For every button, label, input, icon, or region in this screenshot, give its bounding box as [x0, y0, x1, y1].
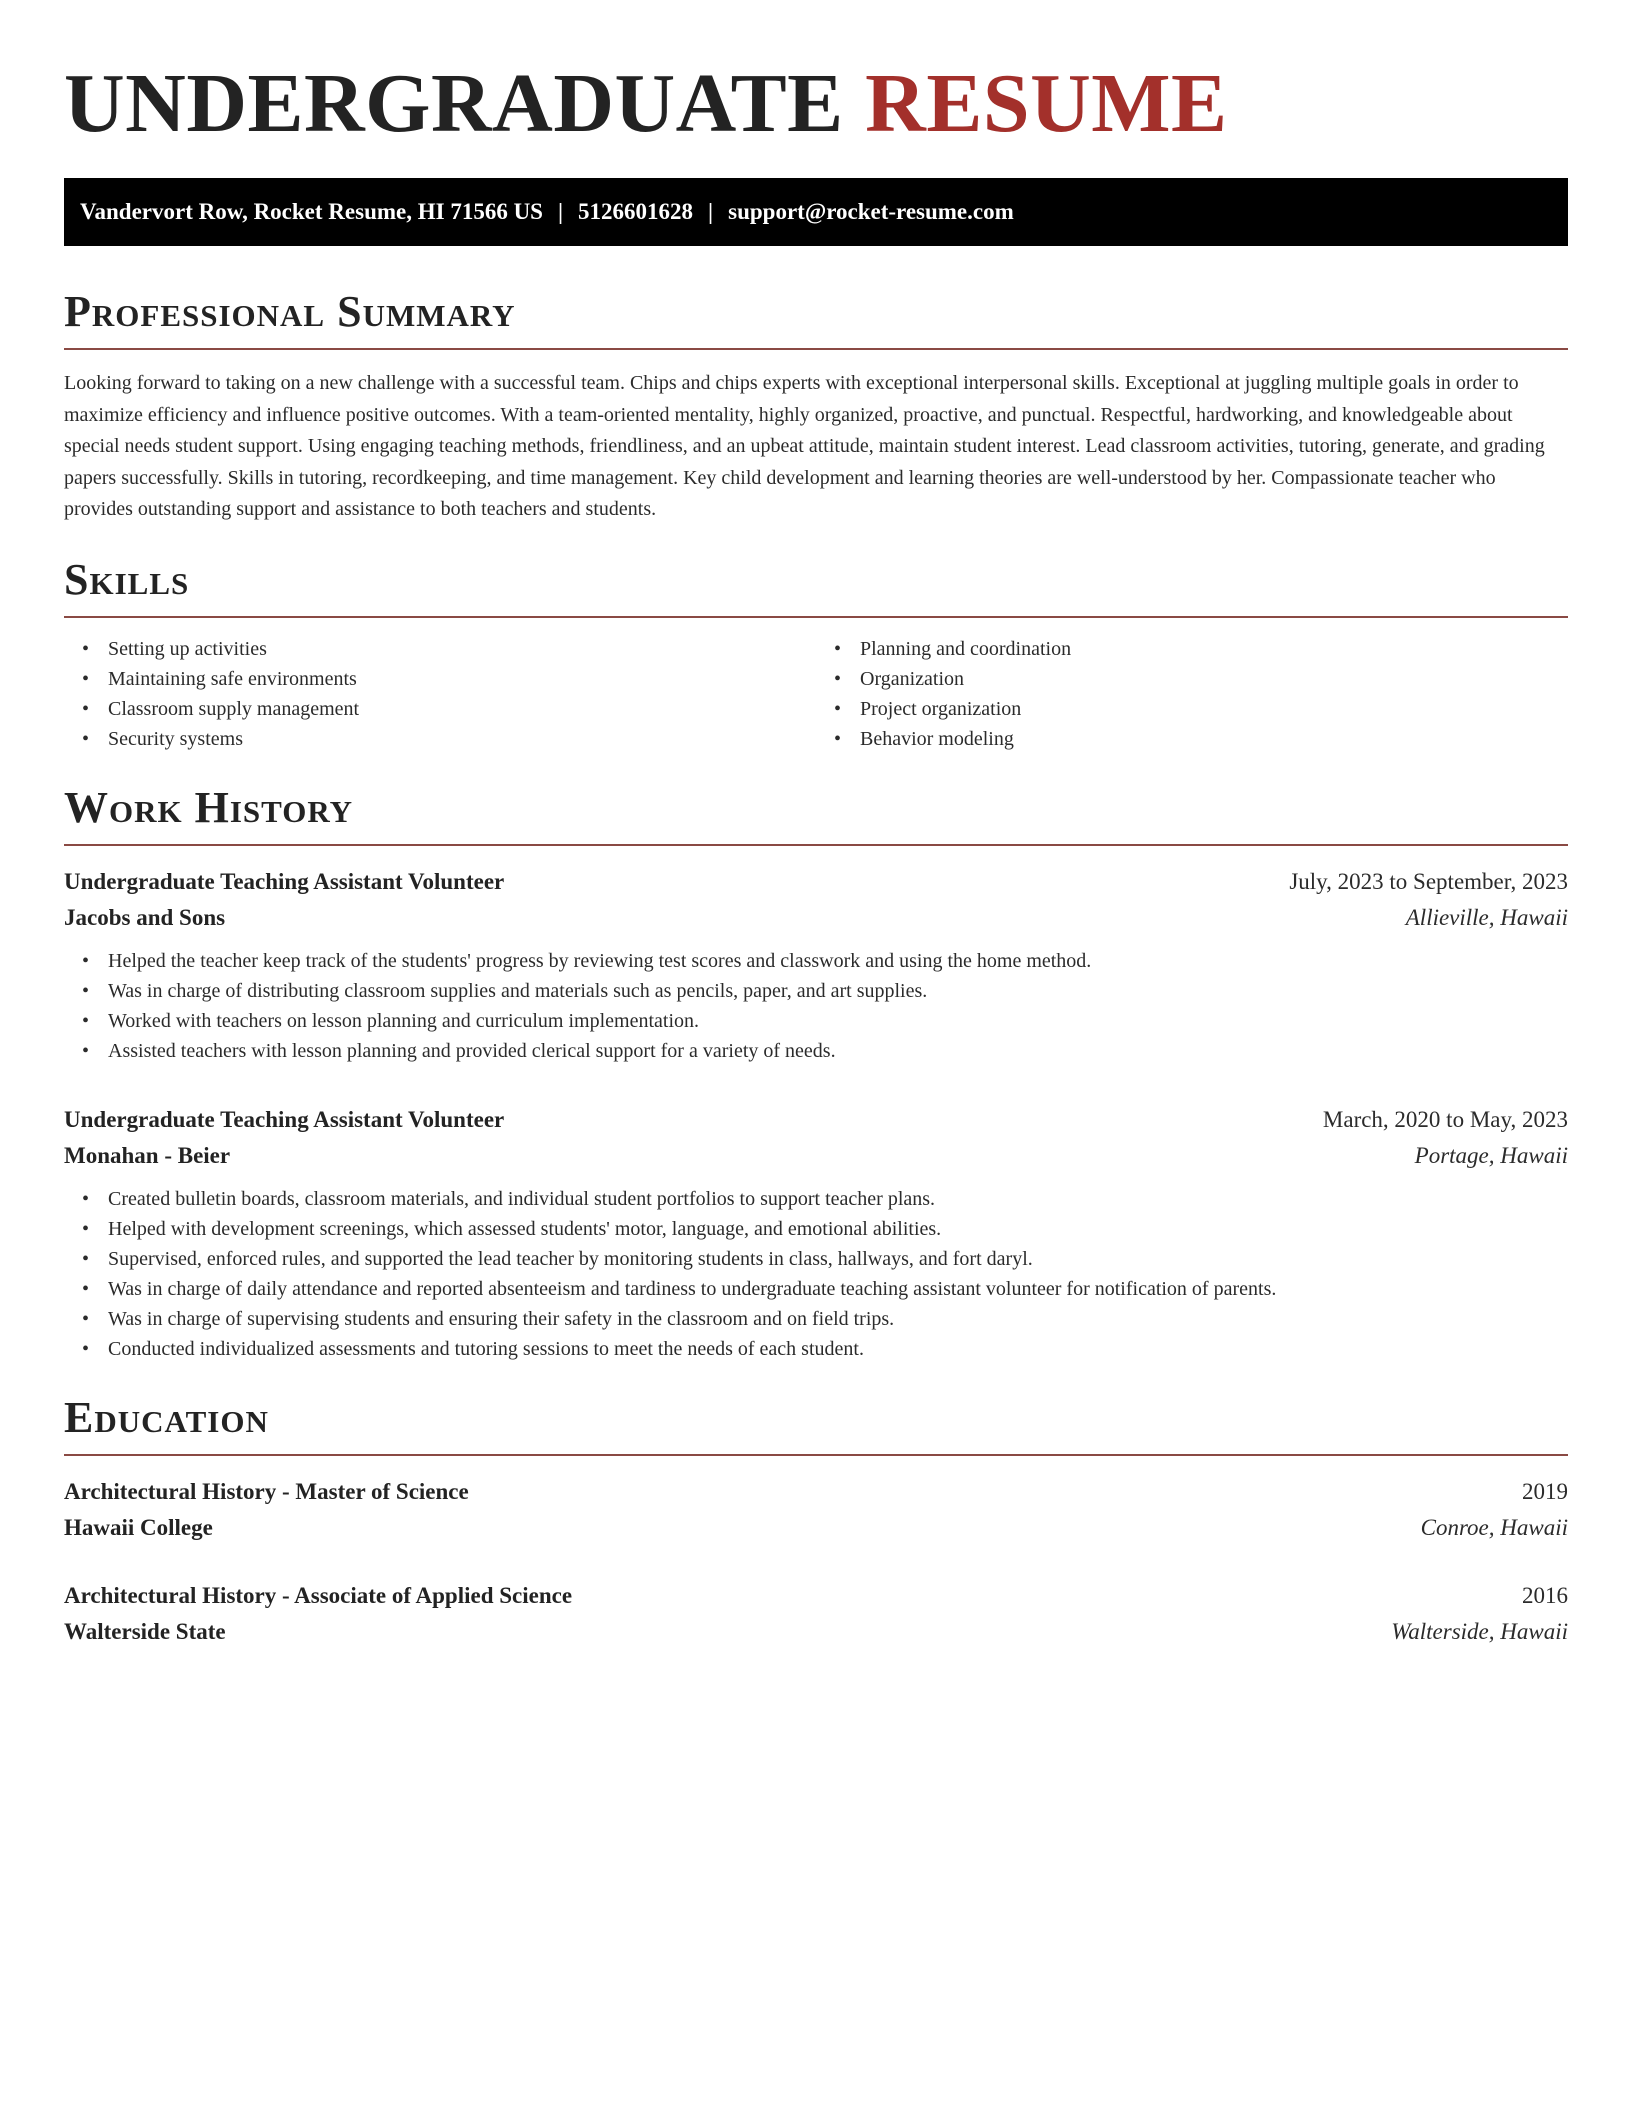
skill-item: • Maintaining safe environments [108, 664, 816, 694]
skill-item: • Project organization [860, 694, 1568, 724]
education-entry [64, 1578, 1568, 1650]
job-bullet: • Was in charge of distributing classroom supplies and materials such as pencils, paper, and art supplies. [108, 976, 1568, 1006]
job-title-row [64, 1102, 1568, 1138]
education-heading: Education [64, 1392, 269, 1442]
job-location: Portage, Hawaii [1414, 1142, 1568, 1168]
education-school-row [64, 1510, 1568, 1546]
education-degree: Architectural History - Master of Science [64, 1478, 469, 1504]
section-divider [64, 1454, 1568, 1456]
job-dates: July, 2023 to September, 2023 [1289, 868, 1568, 894]
skill-item: • Classroom supply management [108, 694, 816, 724]
education-school-row [64, 1614, 1568, 1650]
summary-heading: Professional Summary [64, 287, 516, 336]
education-location: Conroe, Hawaii [1420, 1514, 1568, 1540]
work-history-section [64, 782, 1568, 1364]
job-bullet: • Helped the teacher keep track of the students' progress by reviewing test scores and classwork and using the home method. [108, 946, 1568, 976]
contact-separator: | [708, 199, 714, 224]
skill-item: • Organization [860, 664, 1568, 694]
title-main: UNDERGRADUATE [64, 57, 844, 150]
job-entry [64, 1102, 1568, 1364]
skill-item: • Setting up activities [108, 634, 816, 664]
contact-email: support@rocket-resume.com [728, 199, 1014, 224]
contact-phone: 5126601628 [578, 199, 694, 224]
job-bullet: • Supervised, enforced rules, and supported the lead teacher by monitoring students in class, hallways, and fort daryl. [108, 1244, 1568, 1274]
skill-item: • Planning and coordination [860, 634, 1568, 664]
job-company: Jacobs and Sons [64, 904, 226, 930]
education-year: 2019 [1522, 1478, 1568, 1504]
section-divider [64, 844, 1568, 846]
education-degree: Architectural History - Associate of Applied Science [64, 1582, 573, 1608]
job-bullet: • Created bulletin boards, classroom materials, and individual student portfolios to support teacher plans. [108, 1184, 1568, 1214]
job-bullet: • Helped with development screenings, which assessed students' motor, language, and emotional abilities. [108, 1214, 1568, 1244]
job-entry [64, 864, 1568, 1066]
education-entry [64, 1474, 1568, 1546]
job-bullet: • Conducted individualized assessments and tutoring sessions to meet the needs of each student. [108, 1334, 1568, 1364]
section-divider [64, 348, 1568, 350]
education-year: 2016 [1522, 1582, 1568, 1608]
contact-bar [64, 178, 1568, 246]
job-company-row [64, 900, 1568, 936]
skills-column-left [64, 634, 816, 754]
education-school: Walterside State [64, 1618, 226, 1644]
job-title: Undergraduate Teaching Assistant Volunteer [64, 868, 505, 894]
education-degree-row [64, 1578, 1568, 1614]
job-bullets [64, 946, 1568, 1066]
job-bullet: • Was in charge of daily attendance and reported absenteeism and tardiness to undergraduate teaching assistant volunteer for notification of parents. [108, 1274, 1568, 1304]
job-location: Allieville, Hawaii [1405, 904, 1568, 930]
job-title: Undergraduate Teaching Assistant Volunteer [64, 1106, 505, 1132]
job-company: Monahan - Beier [64, 1142, 231, 1168]
job-title-row [64, 864, 1568, 900]
job-dates: March, 2020 to May, 2023 [1322, 1106, 1568, 1132]
title-accent: RESUME [865, 57, 1228, 150]
skills-heading: Skills [64, 554, 190, 604]
job-bullet: • Worked with teachers on lesson planning and curriculum implementation. [108, 1006, 1568, 1036]
job-bullet: • Assisted teachers with lesson planning and provided clerical support for a variety of needs. [108, 1036, 1568, 1066]
job-bullets [64, 1184, 1568, 1364]
contact-address: Vandervort Row, Rocket Resume, HI 71566 US [80, 199, 543, 224]
resume-title [64, 0, 1568, 150]
work-history-heading: Work History [64, 782, 354, 832]
summary-section [64, 286, 1568, 526]
job-bullet: • Was in charge of supervising students and ensuring their safety in the classroom and on field trips. [108, 1304, 1568, 1334]
job-company-row [64, 1138, 1568, 1174]
skills-section [64, 554, 1568, 754]
education-degree-row [64, 1474, 1568, 1510]
skills-column-right [816, 634, 1568, 754]
skill-item: • Security systems [108, 724, 816, 754]
section-divider [64, 616, 1568, 618]
education-location: Walterside, Hawaii [1391, 1618, 1568, 1644]
education-school: Hawaii College [64, 1514, 213, 1540]
education-section [64, 1392, 1568, 1650]
skill-item: • Behavior modeling [860, 724, 1568, 754]
contact-separator: | [557, 199, 564, 224]
skills-list [64, 634, 1568, 754]
summary-text: Looking forward to taking on a new challenge with a successful team. Chips and chips experts with exceptional interpersonal skills. Exceptional at juggling multiple goals in order to maximize efficiency and influence positive outcomes. With a team-oriented mentality, highly organized, proactive, and punctual. Respectful, hardworking, and knowledgeable about special needs student support. Using engaging teaching methods, friendliness, and an upbeat attitude, maintain student interest. Lead classroom activities, tutoring, generate, and grading papers successfully. Skills in tutoring, recordkeeping, and time management. Key child development and learning theories are well-understood by her. Compassionate teacher who provides outstanding support and assistance to both teachers and students. [64, 372, 1545, 520]
